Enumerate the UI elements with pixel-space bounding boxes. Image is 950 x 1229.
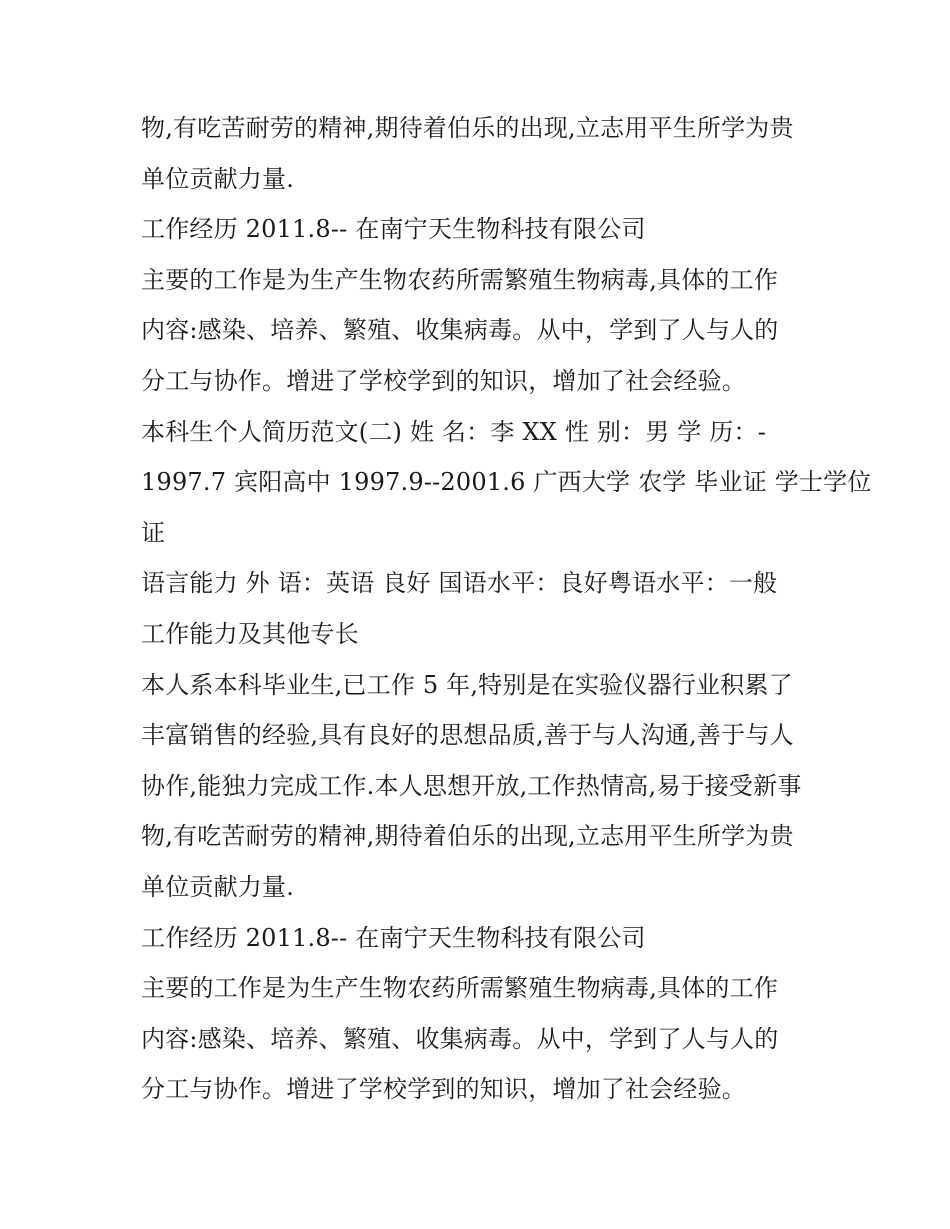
text-line: 证: [141, 518, 166, 547]
text-line: 物,有吃苦耐劳的精神,期待着伯乐的出现,立志用平生所学为贵: [141, 822, 794, 851]
text-line: 分工与协作。增进了学校学到的知识，增加了社会经验。: [141, 1075, 746, 1104]
text-line: 主要的工作是为生产生物农药所需繁殖生物病毒,具体的工作: [141, 974, 779, 1003]
education-line: 1997.7 宾阳高中 1997.9--2001.6 广西大学 农学 毕业证 学士学位: [141, 468, 872, 497]
text-line: 本人系本科毕业生,已工作 5 年,特别是在实验仪器行业积累了: [141, 670, 793, 699]
skills-heading: 工作能力及其他专长: [141, 619, 359, 648]
resume-title-line: 本科生个人简历范文(二) 姓 名：李 XX 性 别：男 学 历：-: [141, 417, 767, 446]
text-line: 单位贡献力量.: [141, 872, 295, 901]
language-skills-line: 语言能力 外 语：英语 良好 国语水平：良好粤语水平：一般: [141, 569, 778, 598]
text-line: 主要的工作是为生产生物农药所需繁殖生物病毒,具体的工作: [141, 265, 779, 294]
work-history-heading: 工作经历 2011.8-- 在南宁天生物科技有限公司: [141, 923, 646, 952]
text-line: 物,有吃苦耐劳的精神,期待着伯乐的出现,立志用平生所学为贵: [141, 114, 794, 142]
text-line: 协作,能独力完成工作.本人思想开放,工作热情高,易于接受新事: [141, 771, 802, 800]
text-line: 内容:感染、培养、繁殖、收集病毒。从中，学到了人与人的: [141, 1024, 779, 1053]
text-line: 单位贡献力量.: [141, 164, 295, 193]
text-line: 丰富销售的经验,具有良好的思想品质,善于与人沟通,善于与人: [141, 721, 794, 750]
document-body: [141, 103, 872, 1115]
text-line: 内容:感染、培养、繁殖、收集病毒。从中，学到了人与人的: [141, 316, 779, 345]
text-line: 分工与协作。增进了学校学到的知识，增加了社会经验。: [141, 366, 746, 395]
work-history-heading: 工作经历 2011.8-- 在南宁天生物科技有限公司: [141, 215, 646, 244]
